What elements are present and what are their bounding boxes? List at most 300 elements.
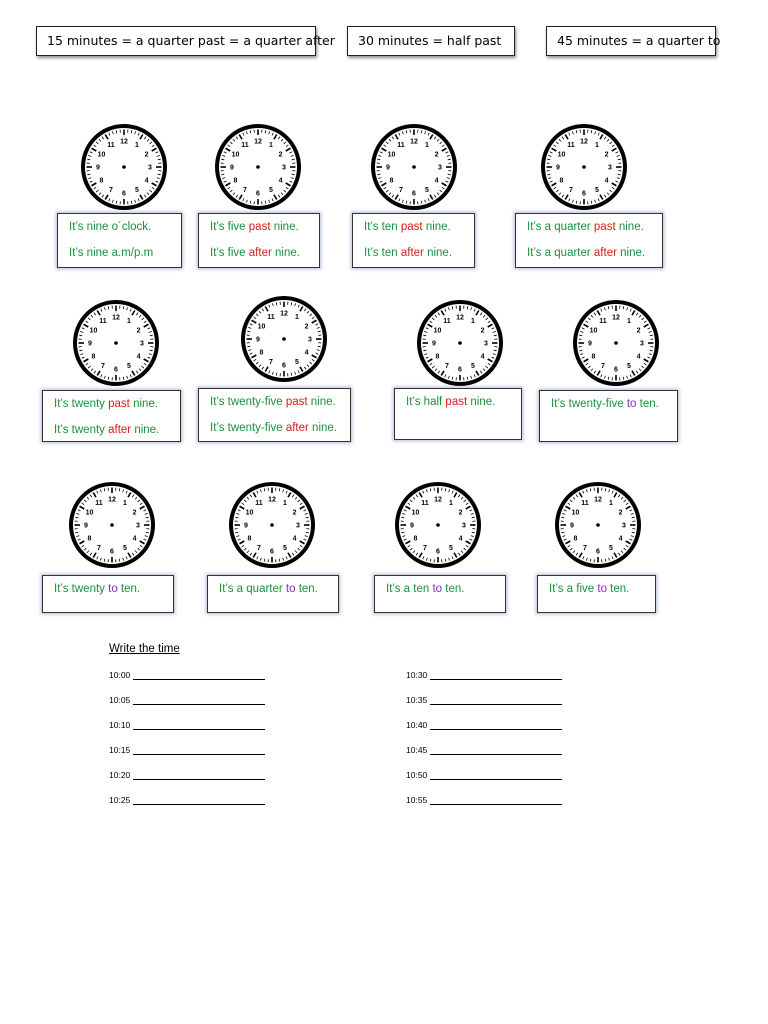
clock-face — [239, 294, 329, 384]
clock-number: 7 — [583, 545, 587, 553]
caption-text: ten. — [295, 583, 318, 595]
clock-number: 11 — [241, 141, 249, 149]
clock-number: 1 — [127, 317, 131, 325]
caption-line — [364, 245, 474, 271]
clock-number: 8 — [573, 535, 578, 543]
exercise-row — [406, 695, 562, 705]
clock-number: 10 — [245, 509, 254, 517]
exercise-time: 10:00 — [109, 670, 131, 680]
clock-number: 1 — [595, 141, 599, 149]
clock-number: 1 — [269, 141, 273, 149]
clock-number: 11 — [99, 317, 107, 325]
caption-text: ten. — [636, 398, 659, 410]
clock-number: 4 — [458, 535, 463, 543]
time-caption — [207, 575, 339, 613]
clock-number: 8 — [87, 535, 92, 543]
caption-line — [219, 579, 338, 607]
clock-svg — [571, 298, 661, 388]
clock-center — [458, 341, 462, 345]
time-caption — [198, 213, 320, 268]
exercise-time: 10:30 — [406, 670, 428, 680]
clock-number: 10 — [89, 327, 98, 335]
exercise-row — [406, 795, 562, 805]
exercise-time: 10:10 — [109, 720, 131, 730]
clock-number: 8 — [435, 353, 440, 361]
clock-number: 10 — [97, 151, 106, 159]
clock-number: 9 — [570, 522, 574, 530]
clock-number: 6 — [582, 190, 586, 198]
clock-number: 7 — [569, 187, 573, 195]
exercise-row — [109, 770, 265, 780]
clock-number: 2 — [480, 327, 485, 335]
exercise-time: 10:45 — [406, 745, 428, 755]
exercise-time: 10:20 — [109, 770, 131, 780]
clock-number: 5 — [471, 363, 475, 371]
clock-number: 10 — [411, 509, 420, 517]
answer-blank — [133, 721, 265, 730]
caption-keyword: after — [593, 247, 617, 259]
clock-center — [282, 337, 286, 341]
caption-keyword: to — [432, 583, 443, 595]
clock-number: 3 — [640, 340, 644, 348]
clock-number: 5 — [595, 187, 599, 195]
exercise-row — [109, 745, 265, 755]
clock-number: 2 — [304, 323, 309, 331]
clock-svg — [79, 122, 169, 212]
time-caption — [374, 575, 506, 613]
time-caption — [198, 388, 351, 442]
caption-keyword: to — [285, 583, 296, 595]
clock-number: 11 — [581, 499, 589, 507]
clock-number: 6 — [256, 190, 260, 198]
caption-text: It’s five — [210, 221, 249, 233]
clock-number: 7 — [257, 545, 261, 553]
caption-text: nine. — [271, 247, 300, 259]
clock-number: 12 — [112, 314, 120, 322]
clock-number: 5 — [609, 545, 613, 553]
exercise-title: Write the time — [109, 643, 180, 655]
clock-number: 7 — [243, 187, 247, 195]
exercise-time: 10:50 — [406, 770, 428, 780]
clock-number: 11 — [567, 141, 575, 149]
clock-number: 3 — [148, 164, 152, 172]
clock-face — [213, 122, 303, 212]
exercise-time: 10:40 — [406, 720, 428, 730]
clock-number: 4 — [136, 353, 141, 361]
clock-number: 4 — [618, 535, 623, 543]
caption-text: It’s five — [210, 247, 249, 259]
clock-number: 8 — [559, 177, 564, 185]
caption-text: It’s nine a.m/p.m — [69, 247, 154, 259]
clock-number: 9 — [244, 522, 248, 530]
clock-number: 3 — [140, 340, 144, 348]
clock-number: 6 — [614, 366, 618, 374]
clock-number: 10 — [387, 151, 396, 159]
clock-number: 9 — [410, 522, 414, 530]
caption-keyword: to — [626, 398, 637, 410]
exercise-row — [406, 770, 562, 780]
caption-text: It’s ten — [364, 247, 401, 259]
exercise-time: 10:55 — [406, 795, 428, 805]
answer-blank — [430, 671, 562, 680]
clock-number: 5 — [295, 359, 299, 367]
clock-number: 5 — [127, 363, 131, 371]
caption-keyword: past — [400, 221, 423, 233]
caption-keyword: to — [597, 583, 607, 595]
clock-number: 1 — [135, 141, 139, 149]
caption-text: nine. — [129, 398, 159, 410]
clock-number: 2 — [292, 509, 297, 517]
clock-number: 3 — [136, 522, 140, 530]
answer-blank — [133, 796, 265, 805]
header-quarter-past: 15 minutes = a quarter past = a quarter after — [36, 26, 316, 56]
clock-number: 6 — [436, 548, 440, 556]
time-caption — [394, 388, 522, 440]
clock-number: 12 — [434, 496, 442, 504]
answer-blank — [430, 746, 562, 755]
clock-number: 10 — [257, 323, 266, 331]
exercise-row — [406, 720, 562, 730]
clock-number: 3 — [308, 336, 312, 344]
clock-number: 5 — [269, 187, 273, 195]
clock-face — [79, 122, 169, 212]
clock-svg — [369, 122, 459, 212]
clock-center — [582, 165, 586, 169]
clock-face — [71, 298, 161, 388]
clock-svg — [67, 480, 157, 570]
caption-text: It’s twenty-five — [210, 396, 286, 408]
clock-number: 3 — [622, 522, 626, 530]
clock-number: 5 — [449, 545, 453, 553]
clock-number: 6 — [596, 548, 600, 556]
caption-line — [69, 245, 181, 271]
caption-text: ten. — [606, 583, 630, 595]
clock-svg — [213, 122, 303, 212]
clock-number: 7 — [101, 363, 105, 371]
caption-line — [386, 579, 505, 607]
clock-svg — [393, 480, 483, 570]
caption-text: It’s a quarter — [527, 247, 594, 259]
header-quarter-to: 45 minutes = a quarter to — [546, 26, 716, 56]
exercise-row — [109, 720, 265, 730]
clock-number: 6 — [270, 548, 274, 556]
clock-number: 9 — [256, 336, 260, 344]
clock-number: 11 — [421, 499, 429, 507]
clock-number: 4 — [132, 535, 137, 543]
time-caption — [42, 390, 181, 442]
clock-face — [539, 122, 629, 212]
caption-text: It’s a five — [549, 583, 598, 595]
clock-center — [596, 523, 600, 527]
clock-number: 3 — [438, 164, 442, 172]
clock-number: 8 — [99, 177, 104, 185]
clock-center — [114, 341, 118, 345]
clock-number: 8 — [591, 353, 596, 361]
clock-number: 7 — [399, 187, 403, 195]
answer-blank — [133, 671, 265, 680]
exercise-time: 10:35 — [406, 695, 428, 705]
clock-number: 11 — [443, 317, 451, 325]
caption-line — [210, 392, 350, 420]
clock-number: 3 — [296, 522, 300, 530]
clock-number: 1 — [627, 317, 631, 325]
clock-number: 6 — [110, 548, 114, 556]
clock-number: 2 — [278, 151, 283, 159]
clock-number: 11 — [255, 499, 263, 507]
clock-number: 12 — [594, 496, 602, 504]
clock-svg — [239, 294, 329, 384]
clock-number: 4 — [292, 535, 297, 543]
clock-number: 5 — [425, 187, 429, 195]
clock-number: 4 — [304, 349, 309, 357]
clock-number: 10 — [85, 509, 94, 517]
clock-number: 11 — [397, 141, 405, 149]
caption-text: nine. — [422, 221, 451, 233]
caption-text: It’s twenty — [54, 424, 109, 436]
clock-number: 12 — [254, 138, 262, 146]
caption-text: It’s a quarter — [219, 583, 286, 595]
clock-number: 10 — [557, 151, 566, 159]
caption-text: nine. — [131, 424, 160, 436]
caption-keyword: after — [285, 422, 309, 434]
clock-number: 1 — [471, 317, 475, 325]
answer-blank — [133, 771, 265, 780]
caption-keyword: past — [445, 396, 468, 408]
caption-text: nine. — [615, 221, 644, 233]
clock-number: 8 — [389, 177, 394, 185]
clock-center — [122, 165, 126, 169]
time-caption — [515, 213, 663, 268]
clock-number: 1 — [425, 141, 429, 149]
clock-number: 12 — [456, 314, 464, 322]
time-caption — [539, 390, 678, 442]
clock-number: 6 — [412, 190, 416, 198]
time-caption — [57, 213, 182, 268]
answer-blank — [430, 721, 562, 730]
clock-number: 2 — [132, 509, 137, 517]
clock-number: 7 — [109, 187, 113, 195]
clock-number: 7 — [445, 363, 449, 371]
clock-number: 4 — [278, 177, 283, 185]
exercise-time: 10:15 — [109, 745, 131, 755]
clock-number: 1 — [123, 499, 127, 507]
caption-text: nine. — [308, 422, 337, 434]
caption-line — [551, 394, 677, 422]
caption-text: It’s twenty — [54, 398, 109, 410]
clock-svg — [553, 480, 643, 570]
clock-number: 5 — [135, 187, 139, 195]
clock-number: 8 — [233, 177, 238, 185]
clock-number: 8 — [413, 535, 418, 543]
caption-text: It’s a ten — [386, 583, 433, 595]
clock-number: 7 — [97, 545, 101, 553]
caption-line — [54, 579, 173, 607]
clock-face — [415, 298, 505, 388]
clock-number: 7 — [423, 545, 427, 553]
caption-keyword: past — [593, 221, 616, 233]
exercise-row — [406, 670, 562, 680]
clock-number: 6 — [282, 362, 286, 370]
clock-number: 8 — [91, 353, 96, 361]
clock-number: 4 — [636, 353, 641, 361]
clock-number: 7 — [269, 359, 273, 367]
caption-keyword: to — [108, 583, 118, 595]
caption-text: nine. — [467, 396, 496, 408]
caption-text: It’s twenty-five — [551, 398, 627, 410]
clock-number: 9 — [588, 340, 592, 348]
clock-number: 9 — [88, 340, 92, 348]
caption-line — [210, 245, 319, 271]
clock-number: 12 — [120, 138, 128, 146]
clock-number: 4 — [144, 177, 149, 185]
caption-line — [54, 422, 180, 448]
clock-center — [270, 523, 274, 527]
clock-number: 1 — [609, 499, 613, 507]
caption-line — [549, 579, 655, 607]
clock-number: 9 — [230, 164, 234, 172]
clock-number: 9 — [432, 340, 436, 348]
clock-svg — [415, 298, 505, 388]
caption-line — [364, 217, 474, 245]
header-half-past: 30 minutes = half past — [347, 26, 515, 56]
clock-number: 5 — [123, 545, 127, 553]
clock-center — [614, 341, 618, 345]
clock-number: 11 — [599, 317, 607, 325]
clock-number: 6 — [458, 366, 462, 374]
caption-text: nine. — [307, 396, 336, 408]
clock-number: 9 — [96, 164, 100, 172]
answer-blank — [133, 696, 265, 705]
answer-blank — [430, 696, 562, 705]
clock-svg — [71, 298, 161, 388]
clock-face — [227, 480, 317, 570]
caption-text: It’s a quarter — [527, 221, 594, 233]
clock-center — [110, 523, 114, 527]
exercise-row — [109, 795, 265, 805]
clock-number: 10 — [589, 327, 598, 335]
caption-keyword: after — [400, 247, 424, 259]
clock-number: 12 — [108, 496, 116, 504]
clock-svg — [539, 122, 629, 212]
clock-number: 2 — [144, 151, 149, 159]
exercise-row — [109, 695, 265, 705]
caption-text: It’s half — [406, 396, 446, 408]
clock-number: 12 — [410, 138, 418, 146]
clock-face — [571, 298, 661, 388]
clock-face — [393, 480, 483, 570]
caption-keyword: after — [108, 424, 132, 436]
exercise-time: 10:05 — [109, 695, 131, 705]
caption-keyword: past — [248, 221, 271, 233]
clock-number: 2 — [434, 151, 439, 159]
clock-number: 12 — [268, 496, 276, 504]
caption-keyword: past — [285, 396, 308, 408]
clock-number: 1 — [449, 499, 453, 507]
caption-keyword: after — [248, 247, 272, 259]
clock-center — [412, 165, 416, 169]
clock-number: 4 — [480, 353, 485, 361]
caption-text: ten. — [117, 583, 141, 595]
caption-line — [406, 392, 521, 420]
time-caption — [537, 575, 656, 613]
clock-number: 6 — [122, 190, 126, 198]
caption-line — [527, 245, 662, 271]
clock-center — [256, 165, 260, 169]
caption-line — [527, 217, 662, 245]
exercise-time: 10:25 — [109, 795, 131, 805]
clock-svg — [227, 480, 317, 570]
clock-number: 8 — [259, 349, 264, 357]
clock-face — [369, 122, 459, 212]
answer-blank — [430, 796, 562, 805]
clock-number: 2 — [458, 509, 463, 517]
clock-number: 8 — [247, 535, 252, 543]
caption-line — [54, 394, 180, 422]
clock-number: 3 — [608, 164, 612, 172]
exercise-row — [109, 670, 265, 680]
answer-blank — [133, 746, 265, 755]
clock-number: 3 — [462, 522, 466, 530]
clock-number: 10 — [433, 327, 442, 335]
clock-number: 3 — [282, 164, 286, 172]
caption-text: nine. — [423, 247, 453, 259]
caption-text: It’s nine o´clock. — [69, 221, 152, 233]
clock-number: 12 — [280, 310, 288, 318]
clock-number: 2 — [636, 327, 641, 335]
clock-number: 9 — [386, 164, 390, 172]
caption-text: nine. — [270, 221, 299, 233]
clock-number: 11 — [267, 313, 275, 321]
clock-number: 7 — [601, 363, 605, 371]
clock-number: 3 — [484, 340, 488, 348]
exercise-row — [406, 745, 562, 755]
clock-number: 4 — [434, 177, 439, 185]
time-caption — [352, 213, 475, 268]
clock-number: 9 — [84, 522, 88, 530]
answer-blank — [430, 771, 562, 780]
caption-text: It’s twenty-five — [210, 422, 286, 434]
clock-number: 10 — [231, 151, 240, 159]
clock-number: 2 — [604, 151, 609, 159]
clock-number: 2 — [136, 327, 141, 335]
caption-text: It’s twenty — [54, 583, 109, 595]
clock-number: 11 — [95, 499, 103, 507]
clock-center — [436, 523, 440, 527]
clock-number: 1 — [283, 499, 287, 507]
clock-number: 10 — [571, 509, 580, 517]
caption-text: ten. — [442, 583, 465, 595]
caption-line — [69, 217, 181, 245]
clock-number: 11 — [107, 141, 115, 149]
clock-number: 12 — [580, 138, 588, 146]
clock-number: 6 — [114, 366, 118, 374]
caption-line — [210, 420, 350, 446]
caption-keyword: past — [108, 398, 130, 410]
clock-number: 5 — [627, 363, 631, 371]
clock-number: 5 — [283, 545, 287, 553]
caption-text: It’s ten — [364, 221, 401, 233]
clock-number: 2 — [618, 509, 623, 517]
time-caption — [42, 575, 174, 613]
clock-number: 4 — [604, 177, 609, 185]
clock-face — [553, 480, 643, 570]
clock-face — [67, 480, 157, 570]
caption-line — [210, 217, 319, 245]
clock-number: 9 — [556, 164, 560, 172]
caption-text: nine. — [616, 247, 646, 259]
clock-number: 12 — [612, 314, 620, 322]
clock-number: 1 — [295, 313, 299, 321]
